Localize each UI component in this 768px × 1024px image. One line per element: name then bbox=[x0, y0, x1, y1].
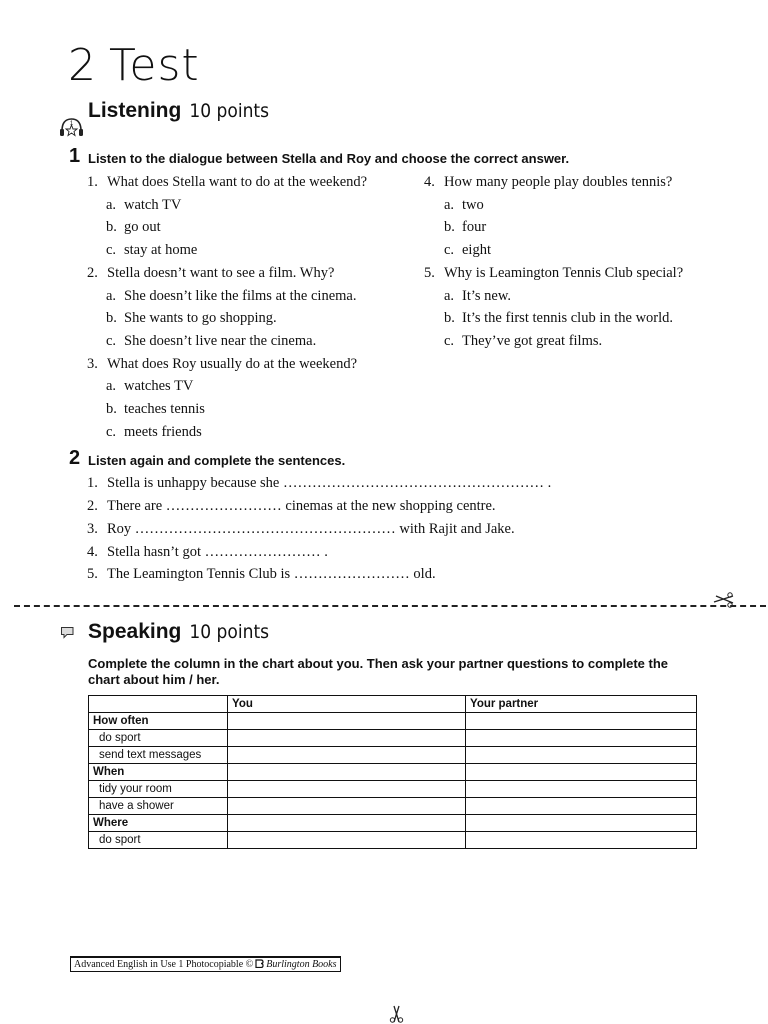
speaking-header bbox=[88, 620, 269, 644]
sentence-4: 4. Stella hasn’t got …………………… . bbox=[87, 544, 328, 560]
track-number: 1 bbox=[69, 121, 74, 127]
question-5: 5. Why is Leamington Tennis Club special? bbox=[424, 265, 684, 281]
question-2: 2. Stella doesn’t want to see a film. Why? bbox=[87, 265, 335, 281]
footer-brand: Burlington Books bbox=[266, 959, 337, 970]
exercise-1-number: 1 bbox=[69, 145, 81, 167]
footer-text: Advanced English in Use 1 Photocopiable © bbox=[74, 959, 254, 970]
chart-row bbox=[89, 832, 697, 849]
chart-cell-partner[interactable] bbox=[466, 764, 697, 781]
speaking-title: Speaking bbox=[88, 620, 182, 643]
question-4-option-c: c. eight bbox=[444, 242, 491, 258]
test-number: 2 bbox=[68, 40, 97, 91]
chart-row bbox=[89, 781, 697, 798]
question-3: 3. What does Roy usually do at the weekend? bbox=[87, 356, 358, 372]
chart-header-blank bbox=[89, 696, 228, 713]
burlington-logo-icon bbox=[255, 959, 264, 968]
question-1-option-a: a. watch TV bbox=[106, 197, 182, 213]
chart-row-label: When bbox=[89, 764, 228, 781]
exercise-1-instruction: Listen to the dialogue between Stella and Roy and choose the correct answer. bbox=[88, 151, 570, 166]
footer-copyright bbox=[70, 956, 341, 972]
sentence-5: 5. The Leamington Tennis Club is …………………… old. bbox=[87, 566, 436, 582]
chart-header-row bbox=[89, 696, 697, 713]
question-2-option-b: b. She wants to go shopping. bbox=[106, 310, 277, 326]
chart-row-label: tidy your room bbox=[89, 781, 228, 798]
chart-cell-partner[interactable] bbox=[466, 730, 697, 747]
question-3-option-b: b. teaches tennis bbox=[106, 401, 205, 417]
question-5-option-a: a. It’s new. bbox=[444, 288, 511, 304]
chart-cell-you[interactable] bbox=[228, 747, 466, 764]
speaking-chart bbox=[88, 695, 697, 849]
headphones-icon bbox=[58, 116, 85, 138]
listening-points: 10 points bbox=[189, 100, 270, 122]
chart-row-label: do sport bbox=[89, 832, 228, 849]
exercise-2-instruction: Listen again and complete the sentences. bbox=[88, 453, 346, 468]
question-4-option-a: a. two bbox=[444, 197, 484, 213]
chart-cell-you[interactable] bbox=[228, 798, 466, 815]
chart-row bbox=[89, 747, 697, 764]
question-3-option-a: a. watches TV bbox=[106, 378, 194, 394]
chart-row-label: send text messages bbox=[89, 747, 228, 764]
cut-line-divider bbox=[14, 605, 766, 607]
chart-row-label: How often bbox=[89, 713, 228, 730]
chart-row bbox=[89, 730, 697, 747]
question-4-option-b: b. four bbox=[444, 219, 487, 235]
chart-cell-you[interactable] bbox=[228, 832, 466, 849]
question-5-option-c: c. They’ve got great films. bbox=[444, 333, 603, 349]
chart-row-label: Where bbox=[89, 815, 228, 832]
chart-row bbox=[89, 764, 697, 781]
question-2-option-c: c. She doesn’t live near the cinema. bbox=[106, 333, 317, 349]
question-1-option-c: c. stay at home bbox=[106, 242, 198, 258]
speech-bubble-icon bbox=[60, 626, 75, 639]
question-5-option-b: b. It’s the first tennis club in the world. bbox=[444, 310, 674, 326]
chart-row bbox=[89, 713, 697, 730]
chart-cell-partner[interactable] bbox=[466, 815, 697, 832]
question-4: 4. How many people play doubles tennis? bbox=[424, 174, 673, 190]
listening-header bbox=[88, 99, 269, 123]
chart-row-label: have a shower bbox=[89, 798, 228, 815]
test-word: Test bbox=[109, 40, 200, 91]
speaking-instruction: Complete the column in the chart about you. Then ask your partner questions to complete the chart about him / her. bbox=[88, 656, 669, 687]
chart-header-you: You bbox=[228, 696, 466, 713]
chart-cell-you[interactable] bbox=[228, 764, 466, 781]
chart-cell-partner[interactable] bbox=[466, 747, 697, 764]
chart-cell-partner[interactable] bbox=[466, 713, 697, 730]
scissors-icon bbox=[388, 1005, 406, 1024]
chart-cell-partner[interactable] bbox=[466, 832, 697, 849]
question-2-option-a: a. She doesn’t like the films at the cinema. bbox=[106, 288, 357, 304]
chart-row bbox=[89, 798, 697, 815]
test-title bbox=[68, 40, 200, 91]
speaking-points: 10 points bbox=[189, 621, 270, 643]
chart-cell-partner[interactable] bbox=[466, 798, 697, 815]
sentence-1: 1. Stella is unhappy because she ……………………………………………… . bbox=[87, 475, 552, 491]
chart-header-partner: Your partner bbox=[466, 696, 697, 713]
scissors-icon bbox=[713, 592, 735, 608]
chart-row bbox=[89, 815, 697, 832]
chart-cell-you[interactable] bbox=[228, 730, 466, 747]
listening-title: Listening bbox=[88, 99, 182, 122]
sentence-3: 3. Roy ……………………………………………… with Rajit and Jake. bbox=[87, 521, 515, 537]
chart-cell-you[interactable] bbox=[228, 781, 466, 798]
chart-row-label: do sport bbox=[89, 730, 228, 747]
chart-cell-partner[interactable] bbox=[466, 781, 697, 798]
sentence-2: 2. There are …………………… cinemas at the new shopping centre. bbox=[87, 498, 496, 514]
chart-cell-you[interactable] bbox=[228, 713, 466, 730]
chart-cell-you[interactable] bbox=[228, 815, 466, 832]
question-3-option-c: c. meets friends bbox=[106, 424, 202, 440]
exercise-2-number: 2 bbox=[69, 447, 81, 469]
question-1: 1. What does Stella want to do at the weekend? bbox=[87, 174, 368, 190]
question-1-option-b: b. go out bbox=[106, 219, 161, 235]
